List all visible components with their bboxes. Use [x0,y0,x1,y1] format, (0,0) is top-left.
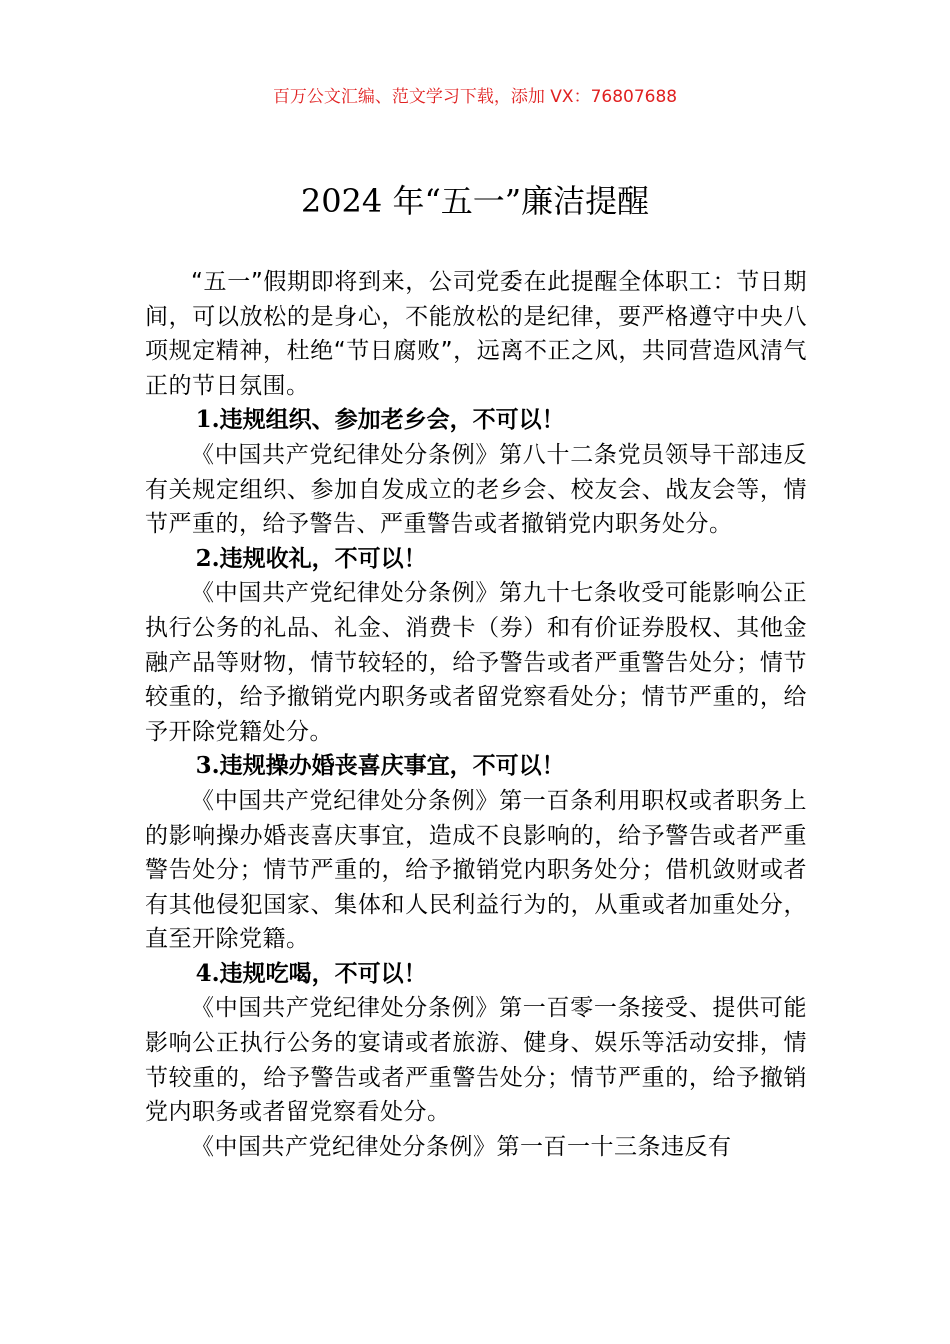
section-paragraph: 《中国共产党纪律处分条例》第一百条利用职权或者职务上的影响操办婚丧喜庆事宜，造成不良影响的，给予警告或者严重警告处分；情节严重的，给予撤销党内职务处分；借机敛财或者有其他侵犯国家、集体和人民利益行为的，从重或者加重处分，直至开除党籍。 [145,787,807,953]
section-paragraph: 《中国共产党纪律处分条例》第一百一十三条违反有 [191,1133,732,1160]
section-paragraph: 《中国共产党纪律处分条例》第九十七条收受可能影响公正执行公务的礼品、礼金、消费卡（券）和有价证券股权、其他金融产品等财物，情节较轻的，给予警告或者严重警告处分；情节较重的，给予撤销党内职务或者留党察看处分；情节严重的，给予开除党籍处分。 [145,580,807,745]
section-heading: 3.违规操办婚丧喜庆事宜，不可以！ [195,752,565,780]
intro-paragraph: “五一”假期即将到来，公司党委在此提醒全体职工：节日期间，可以放松的是身心，不能放松的是纪律，要严格遵守中央八项规定精神，杜绝“节日腐败”，远离不正之风，共同营造风清气正的节日氛围。 [145,269,807,399]
section-paragraph: 《中国共产党纪律处分条例》第八十二条党员领导干部违反有关规定组织、参加自发成立的老乡会、校友会、战友会等，情节严重的，给予警告、严重警告或者撤销党内职务处分。 [145,441,807,538]
section-heading: 1.违规组织、参加老乡会，不可以！ [195,406,565,434]
header-note: 百万公文汇编、范文学习下载，添加 VX：76807688 [272,87,678,107]
section-paragraph: 《中国共产党纪律处分条例》第一百零一条接受、提供可能影响公正执行公务的宴请或者旅游、健身、娱乐等活动安排，情节较重的，给予警告或者严重警告处分；情节严重的，给予撤销党内职务或者留党察看处分。 [145,995,807,1126]
section-heading: 4.违规吃喝，不可以！ [195,959,427,987]
document-body [145,265,807,1164]
page-title: 2024 年“五一”廉洁提醒 [300,182,650,220]
section-heading: 2.违规收礼，不可以！ [195,544,427,572]
